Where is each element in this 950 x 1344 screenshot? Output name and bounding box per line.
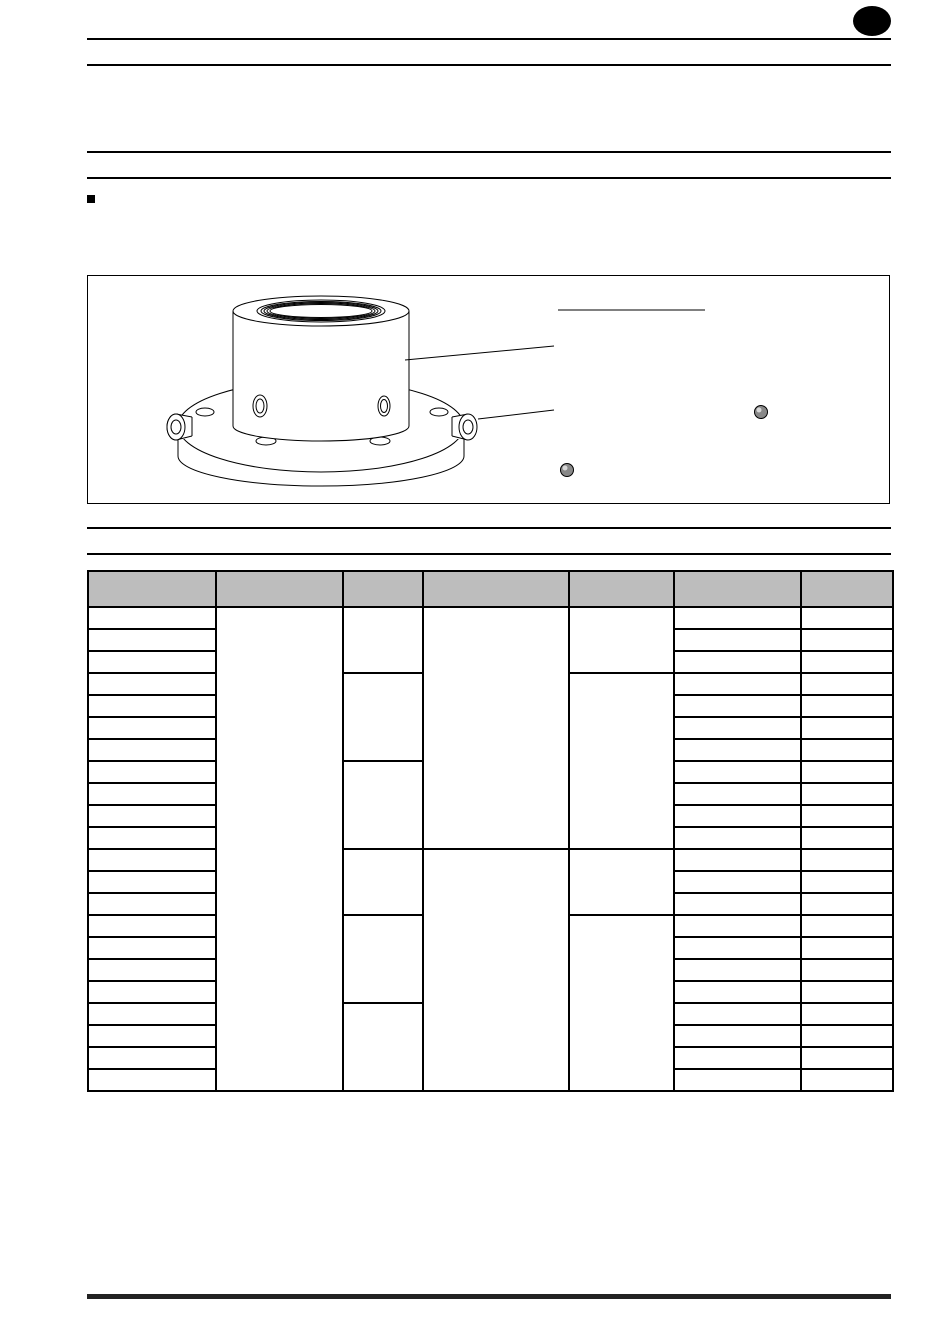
table-cell-merged — [569, 849, 674, 915]
table-cell — [801, 849, 893, 871]
set-screw-left — [167, 414, 192, 440]
table-cell — [801, 827, 893, 849]
table-header-cell — [423, 571, 569, 607]
table-cell — [674, 959, 801, 981]
table-cell — [674, 871, 801, 893]
table-cell — [674, 739, 801, 761]
table-cell — [674, 695, 801, 717]
table-cell — [88, 893, 216, 915]
table-cell — [674, 761, 801, 783]
table-cell — [674, 849, 801, 871]
table-cell — [88, 849, 216, 871]
table-cell — [674, 607, 801, 629]
table-cell-merged — [423, 607, 569, 849]
table-cell — [801, 1047, 893, 1069]
table-cell — [801, 673, 893, 695]
table-cell — [801, 805, 893, 827]
table-cell — [801, 761, 893, 783]
table-cell — [88, 915, 216, 937]
flange-adapter-drawing — [88, 276, 889, 503]
grease-nipple-icon — [561, 464, 574, 477]
table-cell — [88, 739, 216, 761]
table-cell — [801, 915, 893, 937]
table-cell — [674, 1003, 801, 1025]
spec-table — [87, 570, 894, 1092]
figure-panel — [87, 275, 890, 504]
table-cell — [88, 827, 216, 849]
table-cell — [674, 937, 801, 959]
header-rule-bottom — [87, 64, 891, 66]
table-row — [88, 849, 893, 871]
table-cell — [88, 1003, 216, 1025]
table-cell — [88, 1025, 216, 1047]
leader-line-body — [405, 346, 554, 360]
table-cell — [88, 673, 216, 695]
table-cell — [674, 717, 801, 739]
table-cell-merged — [569, 607, 674, 673]
language-badge — [853, 6, 891, 36]
table-header-cell — [569, 571, 674, 607]
table-header-row — [88, 571, 893, 607]
table-cell — [801, 1069, 893, 1091]
table-cell — [674, 651, 801, 673]
table-cell — [801, 1003, 893, 1025]
table-row — [88, 607, 893, 629]
table-cell — [88, 871, 216, 893]
table-cell — [674, 629, 801, 651]
table-cell — [88, 629, 216, 651]
table-cell — [674, 827, 801, 849]
table-cell-merged — [343, 849, 423, 915]
table-cell — [88, 805, 216, 827]
table-header-cell — [801, 571, 893, 607]
table-cell — [88, 981, 216, 1003]
table-cell — [801, 871, 893, 893]
header-rule-top — [87, 38, 891, 40]
table-cell — [674, 981, 801, 1003]
table-header-cell — [216, 571, 343, 607]
table-cell — [88, 717, 216, 739]
table-cell — [674, 893, 801, 915]
table-cell — [801, 717, 893, 739]
table-cell — [88, 695, 216, 717]
section-rule-top — [87, 151, 891, 153]
leader-line-screw — [478, 410, 554, 419]
table-cell — [88, 959, 216, 981]
table-cell-merged — [569, 673, 674, 849]
table-cell — [801, 607, 893, 629]
footer-bar — [87, 1294, 891, 1299]
table-cell-merged — [343, 673, 423, 761]
table-cell — [88, 937, 216, 959]
table-cell — [801, 893, 893, 915]
table-cell-merged — [216, 607, 343, 1091]
table-rule-bottom — [87, 553, 891, 555]
table-cell-merged — [343, 607, 423, 673]
table-cell-merged — [343, 1003, 423, 1091]
table-cell — [674, 783, 801, 805]
table-header-cell — [88, 571, 216, 607]
set-screw-right — [452, 414, 477, 440]
table-rule-top — [87, 527, 891, 529]
table-cell — [88, 761, 216, 783]
table-cell — [674, 673, 801, 695]
table-cell — [88, 783, 216, 805]
table-cell-merged — [569, 915, 674, 1091]
table-cell — [88, 651, 216, 673]
table-cell-merged — [423, 849, 569, 1091]
table-cell — [674, 1025, 801, 1047]
table-cell — [801, 739, 893, 761]
table-cell — [88, 1047, 216, 1069]
table-cell — [88, 607, 216, 629]
bullet-marker — [87, 195, 95, 203]
table-cell — [674, 1047, 801, 1069]
grease-nipple-icon — [755, 406, 768, 419]
table-cell — [801, 981, 893, 1003]
table-cell — [88, 1069, 216, 1091]
table-cell — [801, 937, 893, 959]
table-cell — [801, 959, 893, 981]
table-cell — [801, 695, 893, 717]
table-cell — [801, 629, 893, 651]
table-cell — [674, 915, 801, 937]
section-rule-bottom — [87, 177, 891, 179]
table-cell — [801, 783, 893, 805]
table-cell-merged — [343, 761, 423, 849]
table-header-cell — [674, 571, 801, 607]
table-cell — [674, 805, 801, 827]
table-cell-merged — [343, 915, 423, 1003]
table-cell — [801, 651, 893, 673]
table-cell — [801, 1025, 893, 1047]
table-cell — [674, 1069, 801, 1091]
table-header-cell — [343, 571, 423, 607]
